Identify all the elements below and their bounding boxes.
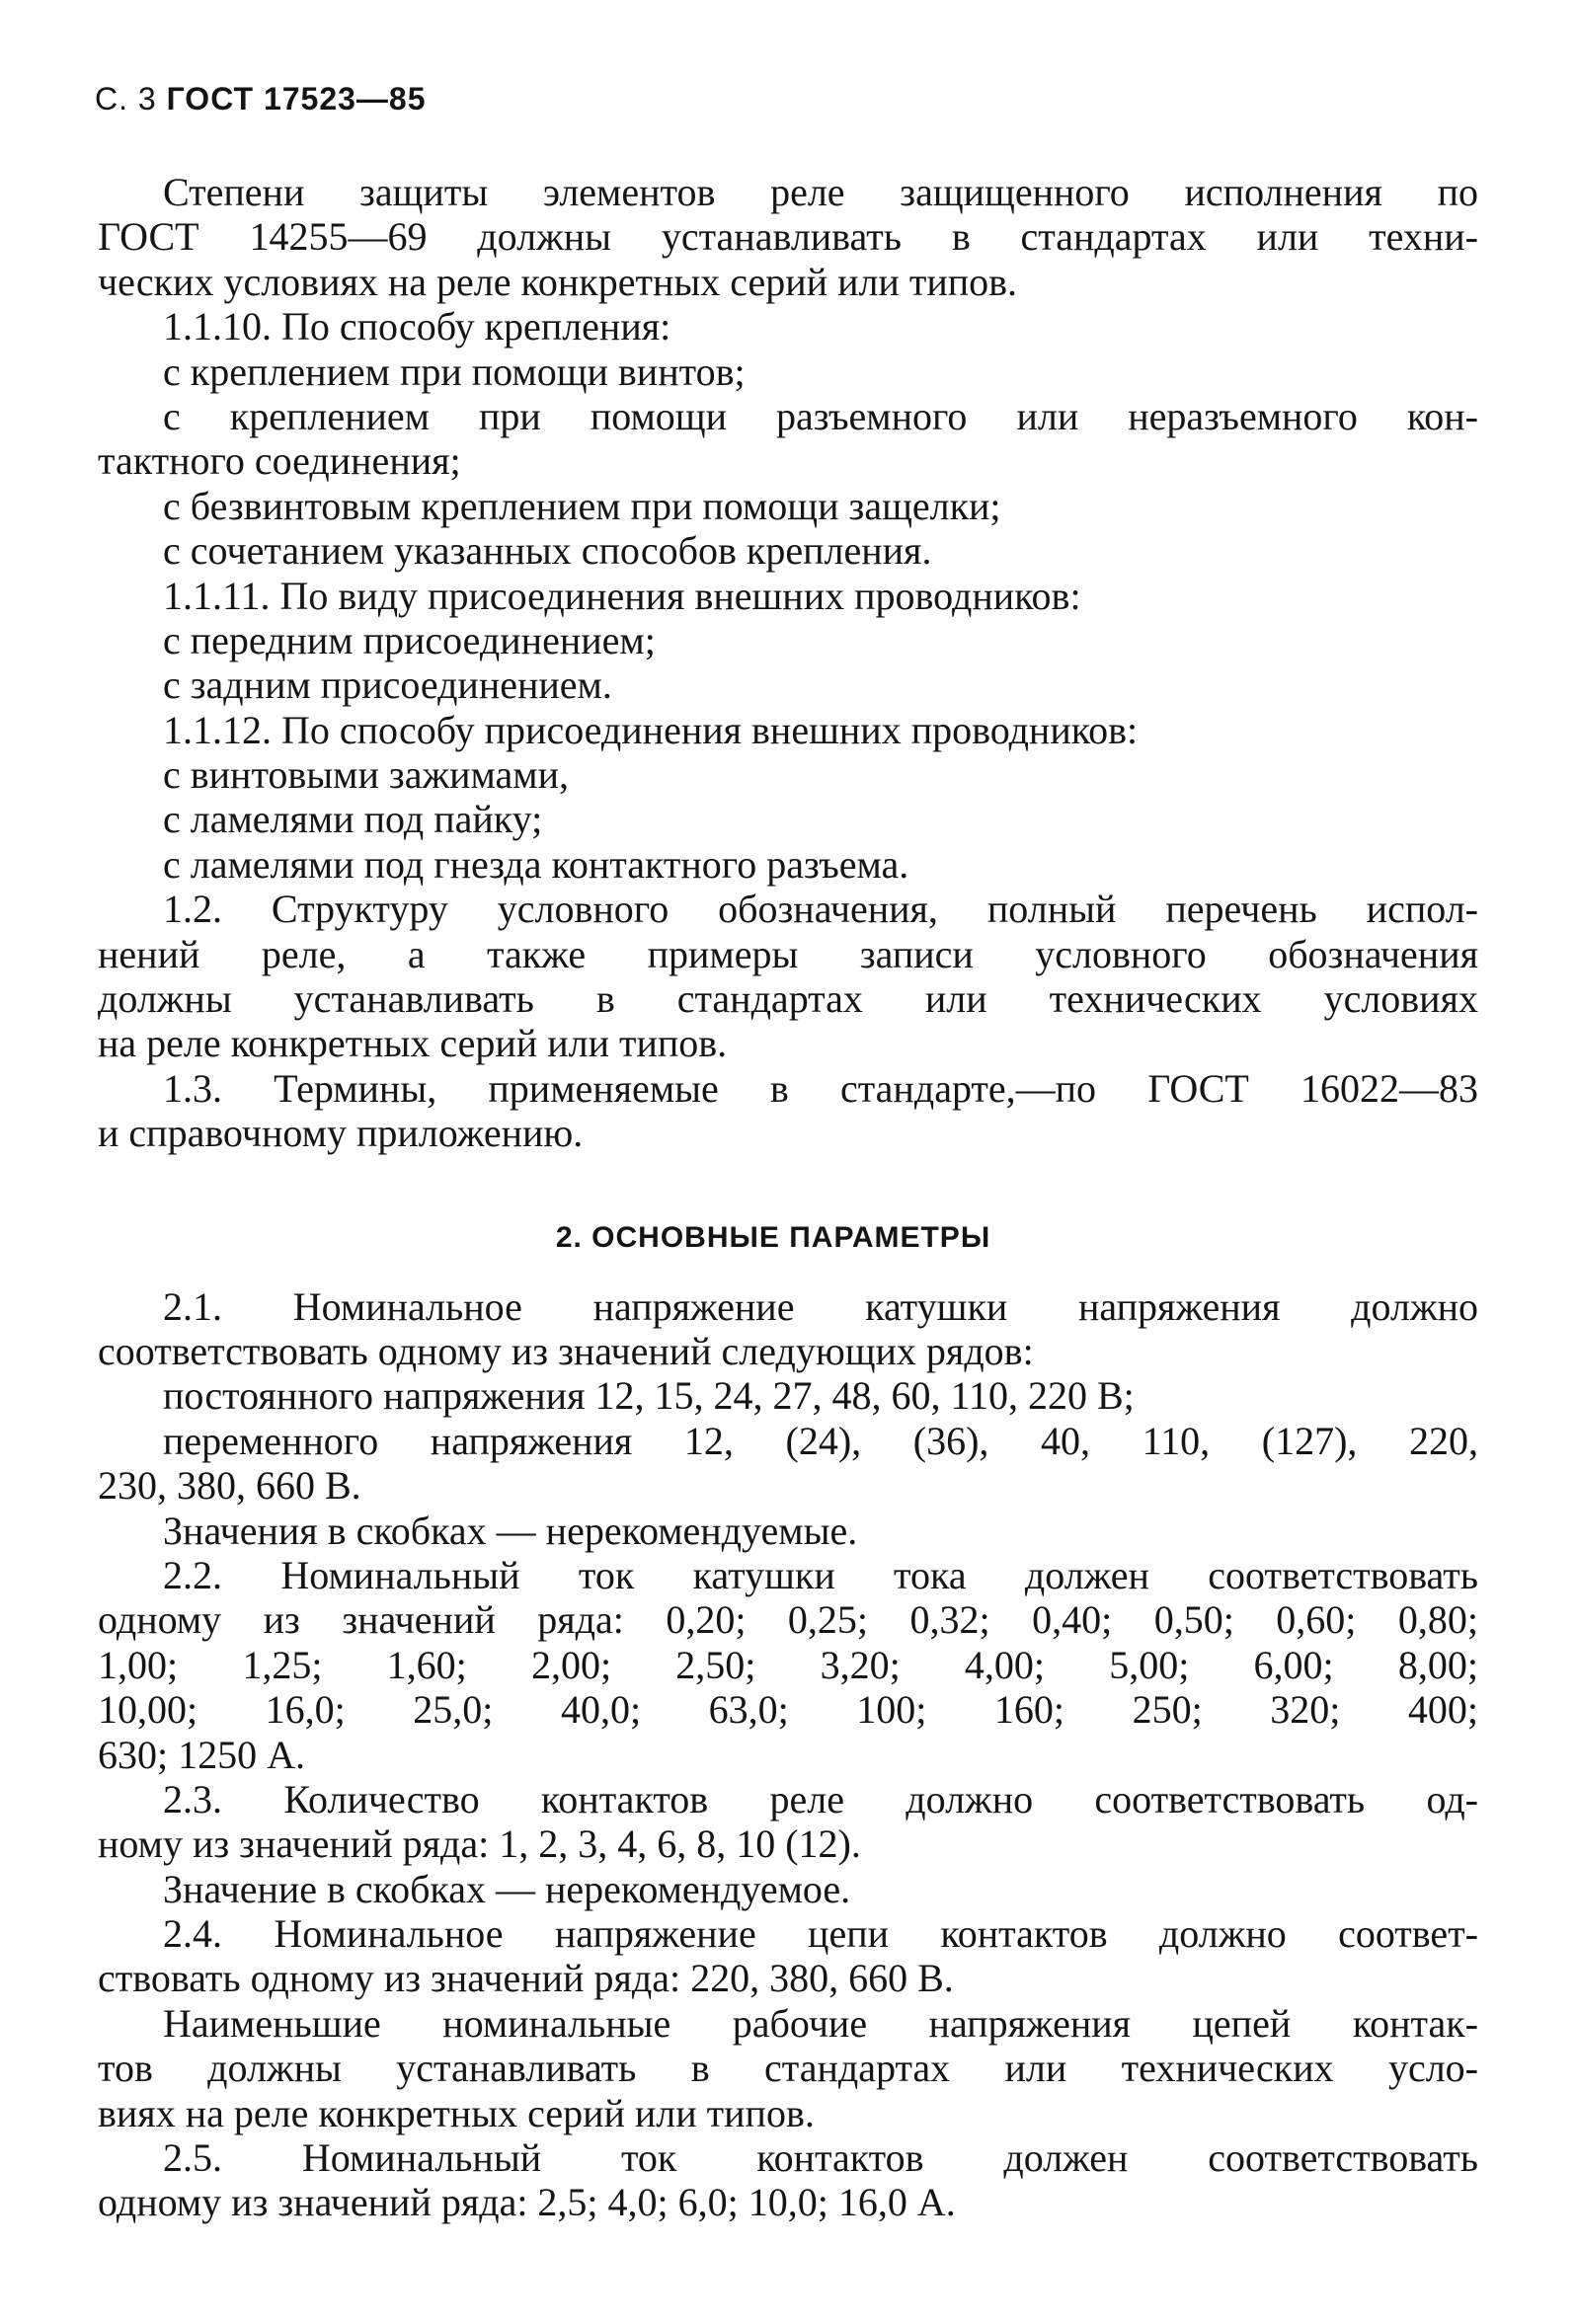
text-line: с передним присоединением;	[163, 617, 656, 662]
text-line: 230, 380, 660 В.	[98, 1463, 361, 1509]
text-line: 2.4. Номинальное напряжение цепи контактов должно соответ-	[163, 1911, 1478, 1957]
text-line: ческих условиях на реле конкретных серий или типов.	[98, 259, 1018, 304]
text-line: 1.1.11. По виду присоединения внешних проводников:	[163, 573, 1081, 618]
page-header	[95, 79, 427, 118]
text-line: виях на реле конкретных серий или типов.	[98, 2090, 815, 2135]
text-line: 1.3. Термины, применяемые в стандарте,—по ГОСТ 16022—83	[163, 1065, 1478, 1111]
body-text	[98, 170, 1478, 2225]
section-heading: 2. ОСНОВНЫЕ ПАРАМЕТРЫ	[555, 1220, 991, 1254]
text-line: соответствовать одному из значений следующих рядов:	[98, 1328, 1034, 1373]
text-line: должны устанавливать в стандартах или технических условиях	[98, 976, 1478, 1022]
text-line: с винтовыми зажимами,	[163, 752, 569, 798]
text-line: 1,00; 1,25; 1,60; 2,00; 2,50; 3,20; 4,00; 5,00; 6,00; 8,00;	[98, 1642, 1478, 1687]
text-line: с креплением при помощи винтов;	[163, 349, 746, 394]
text-line: тактного соединения;	[98, 438, 461, 484]
text-line: одному из значений ряда: 0,20; 0,25; 0,32; 0,40; 0,50; 0,60; 0,80;	[98, 1597, 1478, 1643]
text-line: постоянного напряжения 12, 15, 24, 27, 48, 60, 110, 220 В;	[163, 1373, 1135, 1419]
text-line: тов должны устанавливать в стандартах или технических усло-	[98, 2046, 1478, 2091]
text-line: с креплением при помощи разъемного или неразъемного кон-	[163, 393, 1478, 438]
text-line: с сочетанием указанных способов крепления.	[163, 528, 932, 574]
text-line: Значение в скобках — нерекомендуемое.	[163, 1866, 851, 1911]
text-line: с задним присоединением.	[163, 662, 612, 708]
standard-number: ГОСТ 17523—85	[166, 81, 427, 116]
text-line: с ламелями под пайку;	[163, 797, 543, 842]
text-line: 1.2. Структуру условного обозначения, полный перечень испол-	[163, 887, 1478, 932]
text-line: Значения в скобках — нерекомендуемые.	[163, 1508, 858, 1553]
text-line: переменного напряжения 12, (24), (36), 40, 110, (127), 220,	[163, 1418, 1478, 1463]
text-line: ГОСТ 14255—69 должны устанавливать в стандартах или техни-	[98, 214, 1478, 260]
text-line: 1.1.10. По способу крепления:	[163, 304, 671, 349]
text-line: и справочному приложению.	[98, 1111, 584, 1156]
text-line: Наименьшие номинальные рабочие напряжения цепей контак-	[163, 2000, 1478, 2046]
text-line: на реле конкретных серий или типов.	[98, 1021, 728, 1066]
text-line: нений реле, а также примеры записи условного обозначения	[98, 931, 1478, 976]
text-line: с безвинтовым креплением при помощи защелки;	[163, 483, 1001, 528]
text-line: Степени защиты элементов реле защищенного исполнения по	[163, 170, 1478, 214]
text-line: 630; 1250 А.	[98, 1732, 305, 1777]
text-line: ствовать одному из значений ряда: 220, 380, 660 В.	[98, 1956, 954, 2001]
text-line: 1.1.12. По способу присоединения внешних проводников:	[163, 707, 1139, 752]
text-line: с ламелями под гнезда контактного разъема.	[163, 841, 909, 887]
text-line: 10,00; 16,0; 25,0; 40,0; 63,0; 100; 160; 250; 320; 400;	[98, 1687, 1478, 1733]
text-line: одному из значений ряда: 2,5; 4,0; 6,0; 10,0; 16,0 А.	[98, 2180, 956, 2225]
page-number: С. 3	[95, 81, 157, 116]
text-line: 2.3. Количество контактов реле должно соответствовать од-	[163, 1776, 1478, 1821]
text-line: ному из значений ряда: 1, 2, 3, 4, 6, 8, 10 (12).	[98, 1821, 861, 1867]
text-line: 2.5. Номинальный ток контактов должен соответствовать	[163, 2135, 1478, 2181]
text-line: 2.1. Номинальное напряжение катушки напряжения должно	[163, 1283, 1478, 1329]
text-line: 2.2. Номинальный ток катушки тока должен соответствовать	[163, 1552, 1478, 1597]
